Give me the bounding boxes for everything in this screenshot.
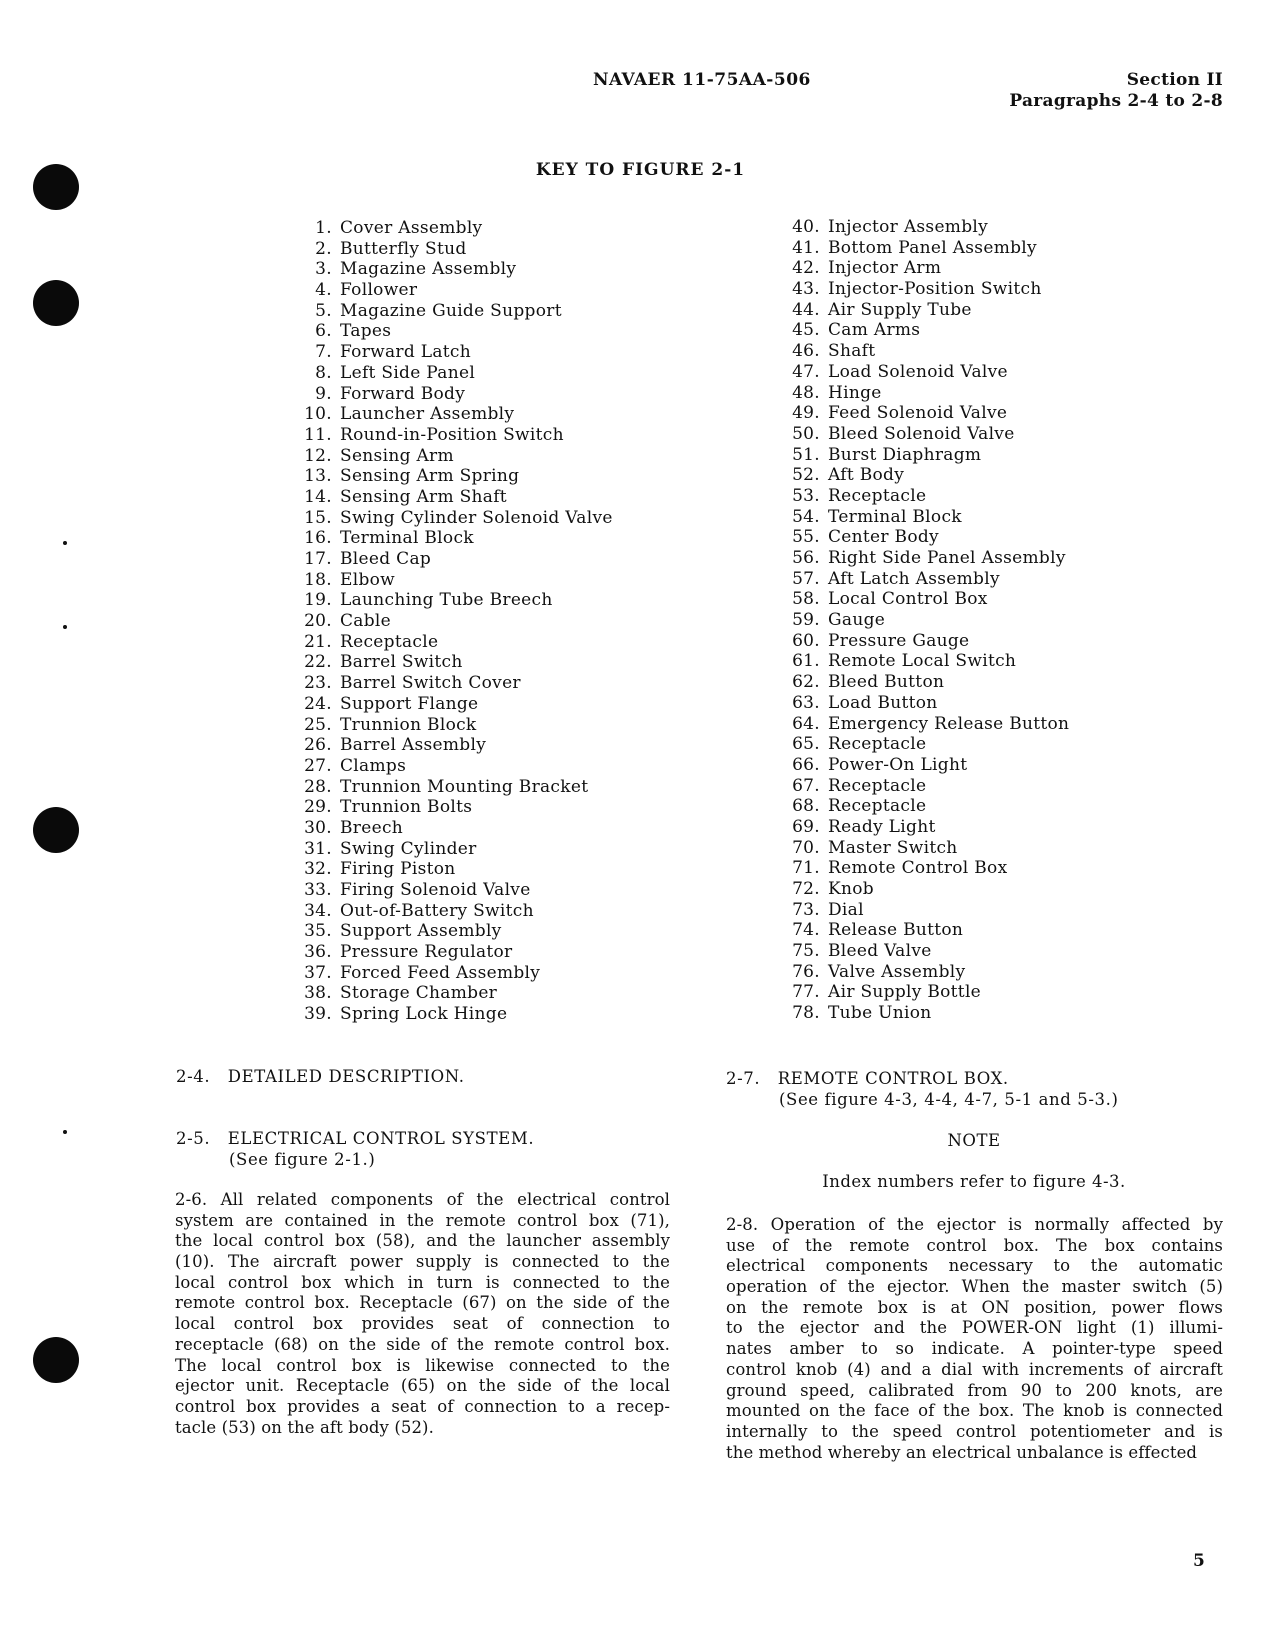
key-item-label: Local Control Box [828,589,988,610]
key-item-label: Tube Union [828,1003,932,1024]
key-item [778,527,1069,548]
key-item-label: Forced Feed Assembly [340,962,541,983]
key-item [290,777,613,798]
key-item-label: Remote Local Switch [828,651,1017,672]
key-item-label: Trunnion Mounting Bracket [340,776,589,797]
key-list-right [778,217,1069,1024]
key-item-number: 69. [792,816,820,837]
text-line: local control box provides seat of connection to [175,1314,670,1334]
key-item-label: Dial [828,899,864,920]
key-item-number: 4. [315,280,332,301]
key-item [778,320,1069,341]
key-item-number: 46. [792,341,820,362]
key-item-number: 19. [304,590,332,611]
key-item [778,610,1069,631]
key-item-number: 22. [304,652,332,673]
key-item-number: 77. [792,982,820,1003]
note-heading: NOTE [947,1131,1001,1150]
key-item-number: 13. [304,466,332,487]
key-item-number: 10. [304,404,332,425]
key-item-number: 21. [304,631,332,652]
key-item-label: Left Side Panel [340,362,476,383]
paragraph-range: Paragraphs 2-4 to 2-8 [1009,91,1223,111]
key-item-label: Cable [340,611,392,632]
text-line: operation of the ejector. When the master switch (5) [726,1277,1223,1297]
key-item-number: 3. [315,259,332,280]
key-item-label: Bleed Cap [340,549,432,569]
key-item [290,963,613,984]
text-line: remote control box. Receptacle (67) on the side of the [175,1293,670,1313]
key-item-label: Sensing Arm Spring [340,466,520,487]
key-item [778,817,1069,838]
key-item-number: 27. [304,755,332,776]
key-item-number: 59. [792,610,820,631]
key-item-label: Emergency Release Button [828,713,1070,734]
key-item-label: Knob [828,879,874,899]
key-item-number: 36. [304,942,332,963]
key-item [290,239,613,260]
key-item-label: Spring Lock Hinge [340,1004,508,1025]
key-item [290,425,613,446]
key-item-label: Storage Chamber [340,983,498,1004]
text-line: tacle (53) on the aft body (52). [175,1417,434,1437]
key-item-label: Injector Assembly [828,217,989,237]
key-item [290,363,613,384]
key-item-label: Right Side Panel Assembly [828,548,1066,568]
key-item-number: 48. [792,382,820,403]
key-item-label: Hinge [828,382,882,403]
key-item-label: Butterfly Stud [340,238,467,259]
key-item-label: Air Supply Tube [828,299,972,320]
key-item-number: 51. [792,444,820,465]
key-item-number: 75. [792,941,820,962]
key-item [778,838,1069,859]
key-item-number: 1. [315,218,332,238]
text-line: electrical components necessary to the automatic [726,1256,1223,1276]
key-item-label: Swing Cylinder Solenoid Valve [340,507,613,528]
key-item-label: Firing Solenoid Valve [340,880,531,900]
key-item [778,383,1069,404]
key-item [290,901,613,922]
key-item-number: 72. [792,879,820,899]
key-item-label: Round-in-Position Switch [340,424,564,445]
text-line: (10). The aircraft power supply is connected to the [175,1252,670,1272]
text-line: to the ejector and the POWER-ON light (1) illumi- [726,1318,1223,1338]
key-item [778,403,1069,424]
key-item-label: Sensing Arm [340,445,454,466]
key-item-label: Gauge [828,610,886,631]
key-item-number: 55. [792,527,820,548]
key-item-number: 50. [792,423,820,444]
key-item-number: 39. [304,1004,332,1025]
key-item-label: Load Solenoid Valve [828,361,1008,382]
key-item [290,404,613,425]
key-item-number: 74. [792,920,820,941]
key-item-label: Receptacle [828,796,927,817]
key-item-label: Cover Assembly [340,218,483,238]
key-item [290,694,613,715]
key-item [290,715,613,736]
key-item [290,384,613,405]
key-item-label: Pressure Regulator [340,942,513,963]
key-item [778,486,1069,507]
key-item [778,672,1069,693]
key-item-number: 9. [315,383,332,404]
section-title: REMOTE CONTROL BOX. [777,1069,1009,1088]
text-line: 2-8. Operation of the ejector is normally affected by [726,1215,1223,1234]
key-item-label: Remote Control Box [828,858,1008,879]
key-item [778,258,1069,279]
key-item-number: 58. [792,589,820,610]
text-line: 2-6. All related components of the electrical control [175,1190,670,1209]
key-item-number: 44. [792,299,820,320]
key-item-number: 66. [792,754,820,775]
key-item-number: 67. [792,775,820,796]
key-item [778,796,1069,817]
text-line: use of the remote control box. The box contains [726,1235,1223,1255]
key-item-label: Cam Arms [828,320,921,341]
key-item-label: Ready Light [828,816,936,837]
key-item-label: Breech [340,817,404,838]
key-item-label: Aft Body [828,465,905,486]
text-line: control knob (4) and a dial with increments of aircraft [726,1359,1223,1379]
key-item [778,858,1069,879]
key-item-label: Shaft [828,341,876,362]
section-2-4-heading [176,1066,465,1087]
key-item-number: 56. [792,548,820,568]
key-item [778,445,1069,466]
key-item-label: Elbow [340,569,396,590]
key-item-number: 15. [304,507,332,528]
key-item-label: Tapes [340,321,392,342]
key-item-number: 41. [792,237,820,258]
key-item [290,611,613,632]
key-item-number: 61. [792,651,820,672]
section-title: DETAILED DESCRIPTION. [227,1067,465,1086]
text-line: ejector unit. Receptacle (65) on the side of the local [175,1376,670,1396]
key-item-label: Swing Cylinder [340,838,477,859]
binder-hole-3 [33,807,79,853]
key-item [778,300,1069,321]
key-item [778,631,1069,652]
key-item-label: Trunnion Block [340,714,477,735]
key-item-label: Load Button [828,692,938,713]
key-item [778,1003,1069,1024]
section-number: 2-7. [726,1069,761,1088]
key-item-number: 32. [304,859,332,880]
key-item-label: Trunnion Bolts [340,797,473,818]
key-item-number: 43. [792,279,820,300]
key-item-number: 47. [792,361,820,382]
key-item-label: Barrel Switch [340,652,463,673]
binder-hole-2 [33,280,79,326]
binder-hole-4 [33,1337,79,1383]
key-item [290,570,613,591]
key-item [778,589,1069,610]
key-item-label: Bleed Solenoid Valve [828,423,1015,444]
section-number: 2-4. [176,1067,211,1086]
key-item [290,797,613,818]
key-item [290,983,613,1004]
key-item [290,549,613,570]
key-item-label: Receptacle [340,631,439,652]
key-item [778,238,1069,259]
key-item [778,755,1069,776]
key-item [778,569,1069,590]
key-item [290,942,613,963]
text-line: on the remote box is at ON position, power flows [726,1297,1223,1317]
key-item [290,446,613,467]
key-item-label: Feed Solenoid Valve [828,403,1008,424]
key-item-label: Release Button [828,920,964,941]
document-number: NAVAER 11-75AA-506 [593,70,811,90]
key-item-number: 54. [792,506,820,527]
key-item-label: Receptacle [828,734,927,755]
key-item [778,341,1069,362]
key-item [778,714,1069,735]
key-item-number: 30. [304,817,332,838]
key-item [290,839,613,860]
section-label: Section II [1126,70,1223,90]
key-item-label: Power-On Light [828,754,968,775]
key-item-number: 24. [304,693,332,714]
key-item-number: 14. [304,486,332,507]
key-item-number: 20. [304,611,332,632]
text-line: control box provides a seat of connection to a recep- [175,1396,670,1416]
key-item [290,1004,613,1025]
key-item [778,941,1069,962]
paragraph-2-6 [175,1190,670,1438]
section-header [1009,70,1223,112]
key-item-label: Clamps [340,755,407,776]
key-item [290,342,613,363]
key-item-number: 70. [792,837,820,858]
key-item-label: Master Switch [828,837,958,858]
note-text: Index numbers refer to figure 4-3. [822,1172,1126,1191]
key-item [290,818,613,839]
key-item [290,735,613,756]
key-item-number: 31. [304,838,332,859]
key-item-number: 65. [792,734,820,755]
key-item [290,859,613,880]
key-item [778,962,1069,983]
key-item [778,279,1069,300]
key-item [290,218,613,239]
key-item-number: 6. [315,321,332,342]
key-item-number: 57. [792,568,820,589]
key-item [778,217,1069,238]
section-2-7-heading [726,1068,1119,1110]
key-item-number: 8. [315,362,332,383]
key-item-number: 25. [304,714,332,735]
key-item [290,301,613,322]
key-item [778,362,1069,383]
key-item [290,321,613,342]
key-item-number: 76. [792,961,820,982]
key-item-label: Out-of-Battery Switch [340,900,534,921]
key-item-label: Sensing Arm Shaft [340,486,507,507]
key-item [778,776,1069,797]
text-line: mounted on the face of the box. The knob is connected [726,1401,1223,1421]
text-line: The local control box is likewise connected to the [175,1355,670,1375]
key-item [290,508,613,529]
key-item-number: 12. [304,445,332,466]
page-number: 5 [1193,1551,1205,1571]
scan-speck [63,625,67,629]
key-item-number: 11. [304,424,332,445]
key-item-number: 16. [304,528,332,549]
key-title: KEY TO FIGURE 2-1 [535,160,746,180]
section-title: ELECTRICAL CONTROL SYSTEM. [227,1129,535,1148]
key-item-label: Firing Piston [340,859,456,880]
key-item [290,528,613,549]
key-item [778,424,1069,445]
key-item-label: Bottom Panel Assembly [828,237,1037,258]
key-item-number: 78. [792,1003,820,1024]
key-item-label: Forward Body [340,383,466,404]
paragraph-2-8 [726,1215,1223,1463]
key-item [778,651,1069,672]
key-item-number: 68. [792,796,820,817]
key-item-number: 62. [792,672,820,693]
text-line: internally to the speed control potentiometer and is [726,1421,1223,1441]
key-item-label: Air Supply Bottle [828,982,982,1003]
key-item-number: 35. [304,921,332,942]
key-item [290,632,613,653]
key-item-label: Receptacle [828,775,927,796]
key-item-label: Terminal Block [340,528,474,549]
text-line: the method whereby an electrical unbalance is effected [726,1442,1198,1462]
key-list-left [290,218,613,1025]
key-item [778,548,1069,569]
section-reference: (See figure 2-1.) [229,1150,376,1169]
key-item-label: Bleed Valve [828,941,932,962]
section-reference: (See figure 4-3, 4-4, 4-7, 5-1 and 5-3.) [779,1090,1119,1109]
key-item-number: 45. [792,320,820,341]
text-line: ground speed, calibrated from 90 to 200 knots, are [726,1380,1223,1400]
key-item-label: Center Body [828,527,939,548]
key-item-label: Injector Arm [828,258,942,279]
section-number: 2-5. [176,1129,211,1148]
key-item-number: 53. [792,485,820,506]
key-item-number: 71. [792,858,820,879]
key-item-number: 52. [792,465,820,486]
key-item-number: 64. [792,713,820,734]
key-item-label: Pressure Gauge [828,630,970,651]
key-item [290,921,613,942]
key-item-label: Launcher Assembly [340,404,515,425]
key-item-number: 23. [304,673,332,694]
key-item-label: Launching Tube Breech [340,590,553,611]
section-2-5-heading [176,1128,534,1170]
text-line: receptacle (68) on the side of the remote control box. [175,1334,670,1354]
key-item-label: Barrel Switch Cover [340,673,521,694]
key-item [778,507,1069,528]
key-item-number: 29. [304,797,332,818]
key-item-label: Bleed Button [828,672,945,693]
key-item-number: 60. [792,630,820,651]
key-item-label: Forward Latch [340,342,471,363]
key-item-label: Follower [340,280,418,301]
scan-speck [63,541,67,545]
key-item [290,673,613,694]
key-item-number: 37. [304,962,332,983]
key-item-label: Burst Diaphragm [828,444,982,465]
key-item [778,900,1069,921]
key-item [290,466,613,487]
key-item-number: 33. [304,880,332,900]
scan-speck [63,1130,67,1134]
key-item-label: Magazine Assembly [340,259,517,280]
key-item-number: 2. [315,238,332,259]
key-item-label: Aft Latch Assembly [828,568,1000,589]
key-item-number: 28. [304,776,332,797]
key-item [778,879,1069,900]
key-item-label: Injector-Position Switch [828,279,1042,300]
text-line: system are contained in the remote control box (71), [175,1210,670,1230]
key-item-number: 7. [315,342,332,363]
key-item-label: Valve Assembly [828,961,966,982]
text-line: local control box which in turn is connected to the [175,1272,670,1292]
text-line: nates amber to so indicate. A pointer-type speed [726,1339,1223,1359]
key-item-label: Barrel Assembly [340,735,487,756]
key-item-label: Support Flange [340,693,479,714]
key-item-label: Support Assembly [340,921,502,942]
key-item-number: 34. [304,900,332,921]
key-item [290,259,613,280]
key-item-number: 42. [792,258,820,279]
key-item-label: Receptacle [828,485,927,506]
key-item [778,920,1069,941]
key-item-number: 17. [304,549,332,569]
key-item-number: 18. [304,569,332,590]
key-item [778,465,1069,486]
key-item-number: 49. [792,403,820,424]
key-item-number: 5. [315,300,332,321]
key-item [778,693,1069,714]
key-item [290,756,613,777]
key-item [290,280,613,301]
text-line: the local control box (58), and the launcher assembly [175,1231,670,1251]
key-item-number: 63. [792,692,820,713]
key-item-label: Magazine Guide Support [340,300,562,321]
key-item-number: 73. [792,899,820,920]
key-item-number: 40. [792,217,820,237]
key-item-number: 26. [304,735,332,756]
key-item [290,880,613,901]
key-item [778,734,1069,755]
key-item [778,982,1069,1003]
key-item [290,652,613,673]
key-item-label: Terminal Block [828,506,962,527]
key-item-number: 38. [304,983,332,1004]
key-item [290,590,613,611]
key-item [290,487,613,508]
